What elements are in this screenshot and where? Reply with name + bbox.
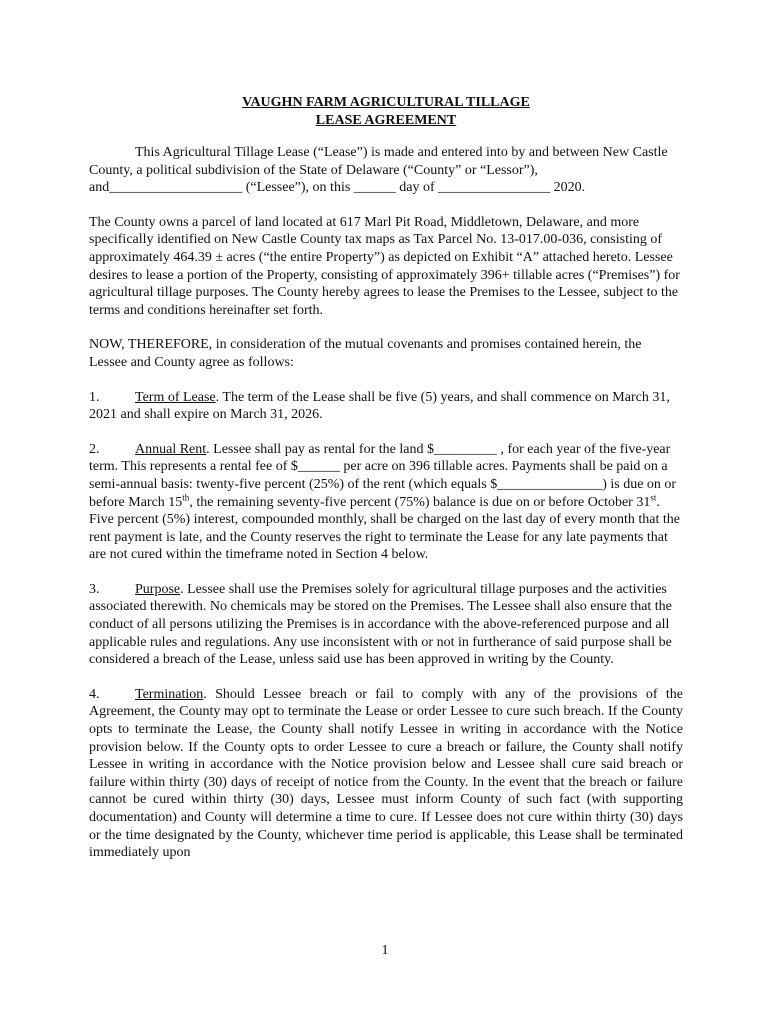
section-heading: Annual Rent (135, 441, 207, 457)
section-body: . The term of the Lease shall be five (5) years, and shall commence on March 31, 2021 and shall expire on March 31, 2026. (89, 389, 670, 423)
section-term-of-lease (89, 389, 683, 424)
property-paragraph: The County owns a parcel of land located at 617 Marl Pit Road, Middletown, Delaware, and more specifically identified on New Castle County tax maps as Tax Parcel No. 13-017.00-036, consisting of approximately 464.39 ± acres (“the entire Property”) as depicted on Exhibit “A” attached hereto. Lessee desires to lease a portion of the Property, consisting of approximately 396+ tillable acres (“Premises”) for agricultural tillage purposes. The County hereby agrees to lease the Premises to the Lessee, subject to the terms and conditions hereinafter set forth. (89, 214, 680, 318)
therefore-paragraph: NOW, THEREFORE, in consideration of the mutual covenants and promises contained herein, the Lessee and County agree as follows: (89, 337, 642, 370)
section-annual-rent (89, 441, 683, 564)
section-purpose (89, 581, 683, 669)
section-heading: Purpose (135, 581, 181, 597)
document-page (89, 94, 683, 862)
section-termination (89, 686, 683, 862)
document-title-line1: VAUGHN FARM AGRICULTURAL TILLAGE (242, 95, 530, 110)
intro-paragraph: This Agricultural Tillage Lease (“Lease”) is made and entered into by and between New Castle County, a political subdivision of the State of Delaware (“County” or “Lessor”), and___________________ (“Lessee”), on this ______ day of ________________ 2020. (89, 145, 668, 196)
superscript-th: th (182, 491, 190, 502)
section-number: 3. (89, 581, 100, 597)
section-body-c: . Five percent (5%) interest, compounded monthly, shall be charged on the last day of every month that the rent payment is late, and the County reserves the right to terminate the Lease for any late payments that are not cured within the timeframe noted in Section 4 below. (89, 494, 680, 563)
section-body-a: . Lessee shall pay as rental for the land $_________ , for each year of the five-year term. This represents a rental fee of $______ per acre on 396 tillable acres. Payments shall be paid on a semi-annual basis: twenty-five percent (25%) of the rent (which equals $_______________) is due on or before March 15 (89, 441, 677, 510)
section-number: 1. (89, 389, 100, 405)
section-heading: Termination (135, 686, 204, 702)
section-number: 2. (89, 441, 100, 457)
section-number: 4. (89, 686, 100, 702)
section-body: . Lessee shall use the Premises solely for agricultural tillage purposes and the activities associated therewith. No chemicals may be stored on the Premises. The Lessee shall also ensure that the conduct of all persons utilizing the Premises is in accordance with the above-referenced purpose and all applicable rules and regulations. Any use inconsistent with or not in furtherance of said purpose shall be considered a breach of the Lease, unless said use has been approved in writing by the County. (89, 581, 672, 668)
section-body: . Should Lessee breach or fail to comply with any of the provisions of the Agreement, the County may opt to terminate the Lease or order Lessee to cure such breach. If the County opts to terminate the Lease, the County shall notify Lessee in writing in accordance with the Notice provision below. If the County opts to order Lessee to cure a breach or failure, the County shall notify Lessee in writing in accordance with the Notice provision below and Lessee shall cure said breach or failure within thirty (30) days of receipt of notice from the County. In the event that the breach or failure cannot be cured within thirty (30) days, Lessee must inform County of such fact (with supporting documentation) and County will determine a time to cure. If Lessee does not cure within thirty (30) days or the time designated by the County, whichever time period is applicable, this Lease shall be terminated immediately upon (89, 686, 683, 861)
page-number: 1 (381, 943, 389, 958)
superscript-st: st (650, 491, 657, 502)
section-heading: Term of Lease (135, 389, 216, 405)
section-body-b: , the remaining seventy-five percent (75%) balance is due on or before October 31 (189, 494, 651, 510)
document-title-line2: LEASE AGREEMENT (315, 112, 457, 128)
